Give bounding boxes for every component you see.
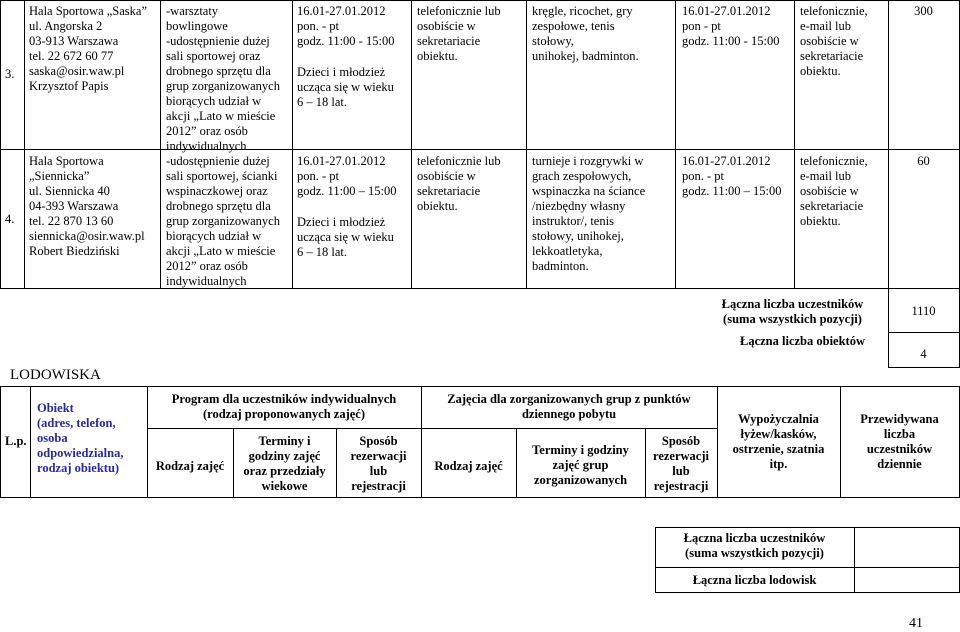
total-participants-value: 1110 [911, 304, 936, 318]
bottom-total-participants-label: Łączna liczba uczestników (suma wszystkich pozycji) [683, 531, 826, 560]
header-organized-groups: Zajęcia dla zorganizowanych grup z punktów dziennego pobytu [447, 392, 691, 421]
header-activity-kind-individual: Rodzaj zajęć [155, 459, 225, 473]
row-3-activities: -warsztaty bowlingowe -udostępnienie dużej sali sportowej oraz drobnego sprzętu dla grup zorganizowanych biorących udział w akcji „Lato w mieście 2012” oraz osób indywidualnych -udostępnienie dużej sali sportowej, ścianki wspinaczkowej oraz drobnego sprzętu dla grup zorganizowanych biorących udział w akcji „Lato w mieście 2012” oraz osób indywidualnych [166, 4, 280, 288]
row-4-group-terms: 16.01-27.01.2012 pon. - pt godz. 11:00 – 15:00 [682, 154, 782, 198]
row-4-registration: telefonicznie lub osobiście w sekretariacie obiektu. [417, 154, 501, 213]
row-4-facility: Hala Sportowa „Siennicka” ul. Siennicka 40 04-393 Warszawa tel. 22 870 13 60 siennicka@osir.waw.pl Robert Biedziński [29, 154, 145, 258]
header-individual-program: Program dla uczestników indywidualnych (rodzaj proponowanych zajęć) [171, 392, 397, 421]
header-facility: Obiekt (adres, telefon, osoba odpowiedzialna, rodzaj obiektu) [37, 401, 124, 475]
page-number: 41 [909, 616, 923, 631]
header-terms-individual: Terminy i godziny zajęć oraz przedziały wiekowe [243, 434, 326, 493]
total-objects-value: 4 [920, 347, 927, 361]
row-4-group-registration: telefonicznie, e-mail lub osobiście w sekretariacie obiektu. [800, 154, 868, 228]
row-4-terms: 16.01-27.01.2012 pon. - pt godz. 11:00 – 15:00 [297, 154, 397, 198]
row-3-reg-1: telefonicznie lub osobiście w sekretariacie obiektu. [417, 4, 501, 63]
header-expected-participants: Przewidywana liczba uczestników dziennie [860, 412, 939, 471]
total-rinks-label: Łączna liczba lodowisk [692, 573, 817, 587]
row-3-group-activities: kręgle, ricochet, gry zespołowe, tenis stołowy, unihokej, badminton. [532, 4, 639, 63]
header-rental: Wypożyczalnia łyżew/kasków, ostrzenie, szatnia itp. [732, 412, 825, 471]
header-registration-individual: Sposób rezerwacji lub rejestracji [350, 434, 407, 493]
row-4-group-activities: turnieje i rozgrywki w grach zespołowych, wspinaczka na ściance /niezbędny własny instruktor/, tenis stołowy, unihokej, lekkoatletyka, badminton. [532, 154, 646, 273]
row-3-group-registration: telefonicznie, e-mail lub osobiście w sekretariacie obiektu. [800, 4, 868, 78]
header-activity-kind-groups: Rodzaj zajęć [434, 459, 503, 473]
total-participants-label: Łączna liczba uczestników (suma wszystkich pozycji) [721, 297, 864, 326]
row-4-participants: 60 [917, 154, 930, 168]
row-3-group-terms: 16.01-27.01.2012 pon - pt godz. 11:00 - 15:00 [682, 4, 780, 48]
section-title: LODOWISKA [10, 367, 101, 383]
total-objects-label: Łączna liczba obiektów [740, 334, 865, 348]
row-3-participants: 300 [914, 4, 933, 18]
row-3-lp: 3. [5, 67, 15, 81]
row-4-lp: 4. [5, 212, 15, 226]
row-3-terms-1: 16.01-27.01.2012 pon. - pt godz. 11:00 - 15:00 [297, 4, 395, 48]
row-4-age: Dzieci i młodzież ucząca się w wieku 6 – 18 lat. [297, 215, 394, 259]
row-3-age-1: Dzieci i młodzież ucząca się w wieku 6 – 18 lat. [297, 65, 394, 109]
row-3-facility: Hala Sportowa „Saska” ul. Angorska 2 03-913 Warszawa tel. 22 672 60 77 saska@osir.waw.pl Krzysztof Papis [29, 4, 148, 93]
header-lp: L.p. [5, 434, 27, 448]
header-terms-groups: Terminy i godziny zajęć grup zorganizowanych [532, 443, 629, 487]
header-registration-groups: Sposób rezerwacji lub rejestracji [653, 434, 709, 493]
